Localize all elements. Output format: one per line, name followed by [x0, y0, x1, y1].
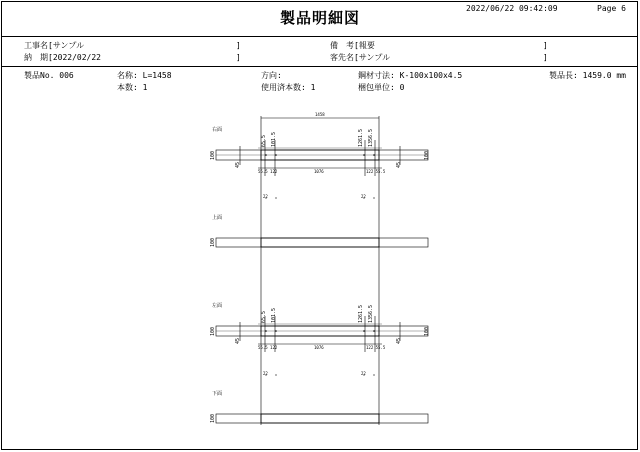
dim-hole-right-right-view: 1261.5 [358, 128, 364, 147]
dim-end-right-left-view: 122 55.5 [366, 345, 386, 350]
view-label-left: 左面 [212, 303, 223, 309]
dim-pitch-right-right-view: 45 [396, 161, 402, 168]
dot-label: 22 [263, 194, 268, 199]
page-title: 製品明細図 [279, 9, 360, 27]
dim-end-left-left-view: 55.5 122 [258, 345, 278, 350]
dim-hole-left2-left-view: 101.5 [271, 307, 277, 323]
dim-end-right-right-view: 122 55.5 [366, 169, 386, 174]
product-no: 製品No. 006 [24, 71, 74, 80]
dim-mid-span-right-view: 1076 [314, 169, 324, 174]
page-number: Page 6 [597, 4, 626, 13]
direction: 方向: [261, 71, 282, 80]
dim-height-right-view-end: 100 [424, 150, 430, 160]
dot-label: 22 [263, 371, 268, 376]
dim-pitch-left-left-view: 45 [235, 337, 241, 344]
construction-name-close: ] [236, 41, 241, 50]
remarks: 備 考[報要 [330, 41, 375, 50]
dim-hole-right2-right-view: 1356.5 [368, 128, 374, 147]
packing-unit: 梱包単位: 0 [358, 83, 405, 92]
remarks-close: ] [543, 41, 548, 50]
dim-pitch-right-left-view: 45 [396, 337, 402, 344]
dot-label: 22 [361, 194, 366, 199]
delivery-date-close: ] [236, 53, 241, 62]
view-label-right: 右面 [212, 127, 223, 133]
product-length: 製品長: 1459.0 mm [549, 71, 626, 80]
product-count: 本数: 1 [117, 83, 148, 92]
dim-hole-left2-right-view: 101.5 [271, 131, 277, 147]
usage-count: 使用済本数: 1 [261, 83, 316, 92]
dim-hole-right-left-view: 1261.5 [358, 304, 364, 323]
client-name-close: ] [543, 53, 548, 62]
dim-mid-span-left-view: 1076 [314, 345, 324, 350]
view-label-top: 上面 [212, 215, 223, 221]
dim-height-left-view-end: 100 [424, 326, 430, 336]
dim-height-bottom-view: 100 [210, 413, 216, 423]
dim-hole-right2-left-view: 1356.5 [368, 304, 374, 323]
client-name: 客先名[サンプル [330, 53, 391, 62]
view-label-bottom: 下面 [212, 391, 223, 397]
dim-end-left-right-view: 55.5 122 [258, 169, 278, 174]
dim-hole-left-right-view: 65.5 [261, 134, 267, 147]
steel-size: 鋼材寸法: K-100x100x4.5 [358, 71, 463, 80]
dot-label: 22 [361, 371, 366, 376]
construction-name: 工事名[サンプル [24, 41, 85, 50]
print-datetime: 2022/06/22 09:42:09 [466, 4, 558, 13]
product-name: 名称: L=1458 [117, 71, 172, 80]
delivery-date: 納 期[2022/02/22 [24, 53, 101, 62]
dim-height-top-view: 100 [210, 237, 216, 247]
dim-overall: 1458 [315, 112, 325, 117]
dim-height-left-view: 100 [210, 326, 216, 336]
dim-height-right-view: 100 [210, 150, 216, 160]
dim-pitch-left-right-view: 45 [235, 161, 241, 168]
dim-hole-left-left-view: 65.5 [261, 310, 267, 323]
